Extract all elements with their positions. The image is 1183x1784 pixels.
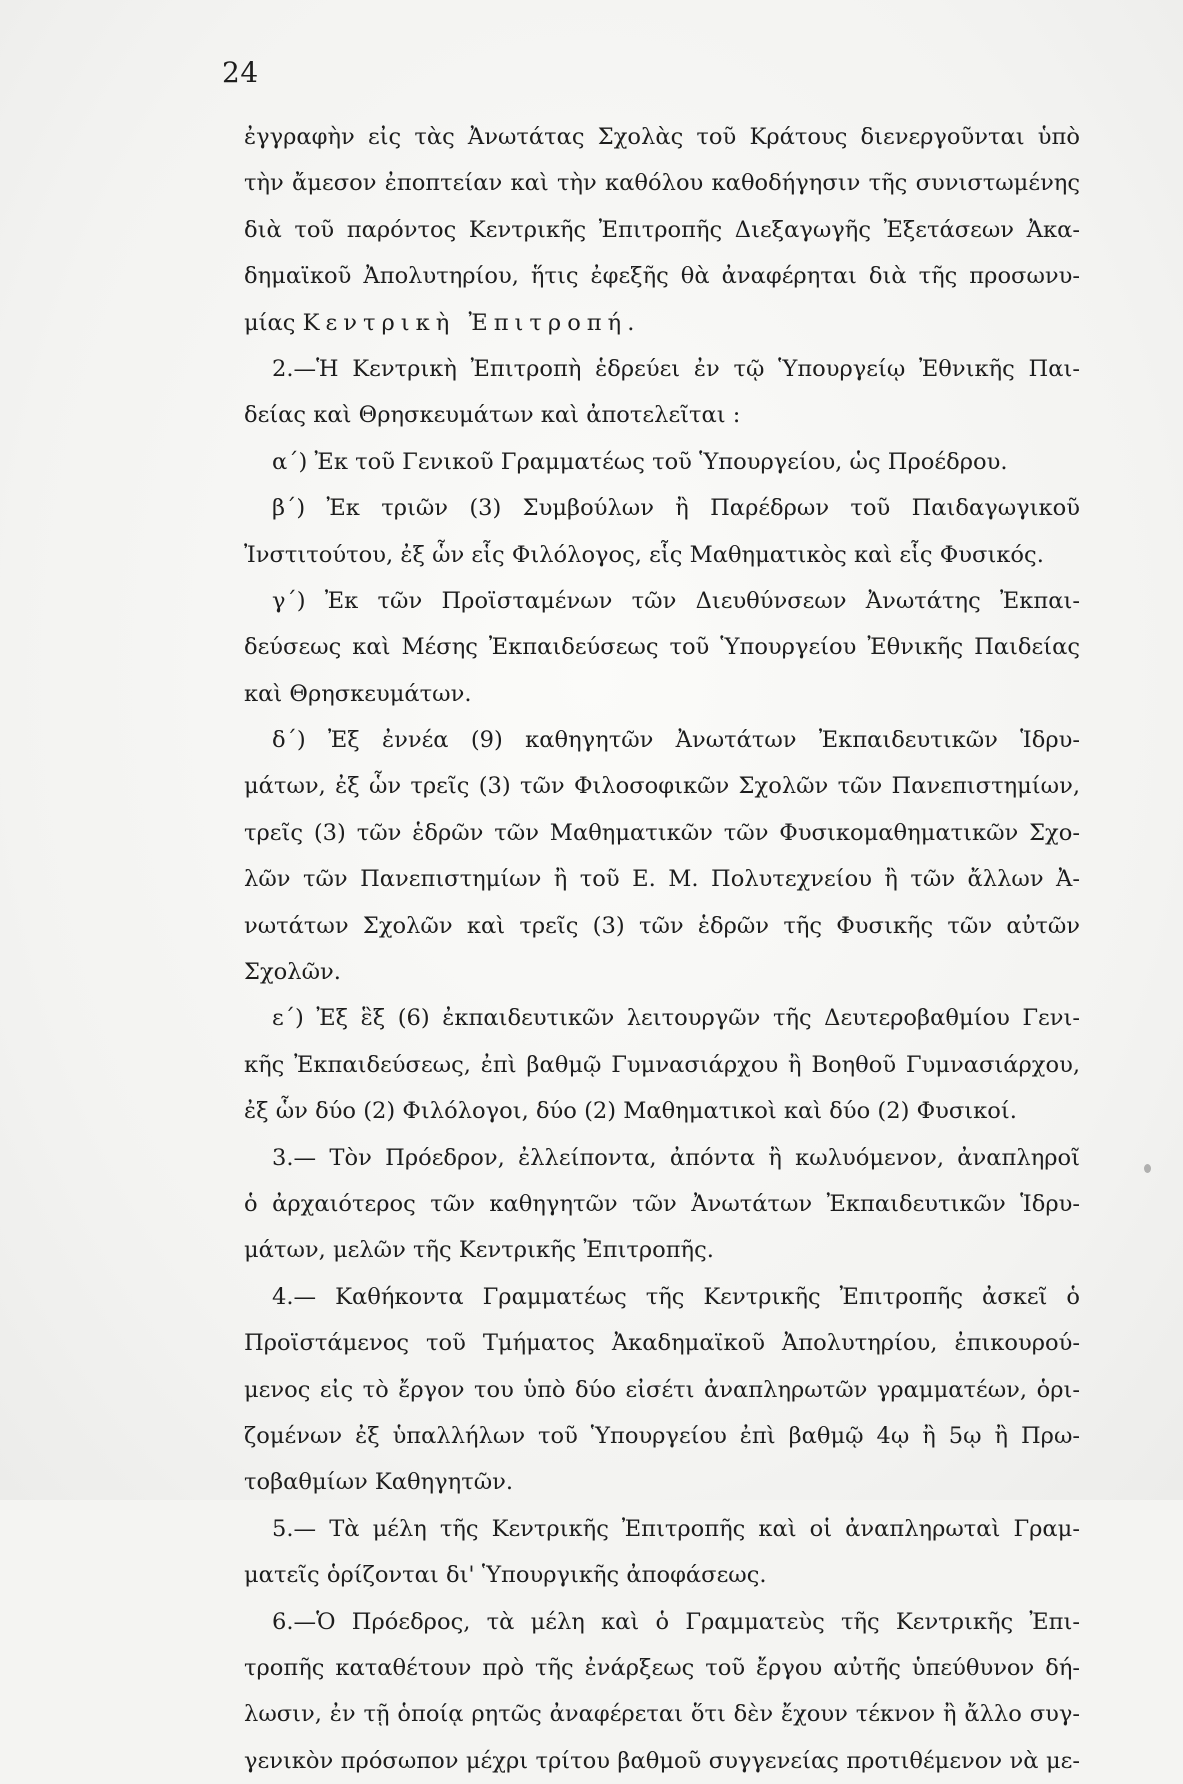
page-number: 24 (222, 56, 259, 89)
text-line: τὴν ἄμεσον ἐποπτείαν καὶ τὴν καθόλου καθοδήγησιν τῆς συνιστωμένης (244, 170, 1080, 197)
text-line: μάτων, ἐξ ὧν τρεῖς (3) τῶν Φιλοσοφικῶν Σχολῶν τῶν Πανεπιστημίων, (244, 773, 1080, 800)
text-line: δ΄) Ἐξ ἐννέα (9) καθηγητῶν Ἀνωτάτων Ἐκπαιδευτικῶν Ἱδρυ- (272, 727, 1080, 754)
text-line: δείας καὶ Θρησκευμάτων καὶ ἀποτελεῖται : (244, 402, 741, 429)
text-line: δημαϊκοῦ Ἀπολυτηρίου, ἥτις ἐφεξῆς θὰ ἀναφέρηται διὰ τῆς προσωνυ- (244, 263, 1080, 290)
text-line: γενικὸν πρόσωπον μέχρι τρίτου βαθμοῦ συγγενείας προτιθέμενον νὰ με- (244, 1747, 1080, 1774)
scan-mark (1144, 1164, 1151, 1173)
text-line: καὶ Θρησκευμάτων. (244, 680, 472, 707)
text-line: ἐξ ὧν δύο (2) Φιλόλογοι, δύο (2) Μαθηματικοὶ καὶ δύο (2) Φυσικοί. (244, 1098, 1017, 1125)
text-line: ματεῖς ὁρίζονται δι' Ὑπουργικῆς ἀποφάσεως. (244, 1562, 767, 1589)
text-line: 2.—Ἡ Κεντρικὴ Ἐπιτροπὴ ἑδρεύει ἐν τῷ Ὑπουργείῳ Ἐθνικῆς Παι- (272, 355, 1080, 382)
text-line: ε΄) Ἐξ ἓξ (6) ἐκπαιδευτικῶν λειτουργῶν τῆς Δευτεροβαθμίου Γενι- (272, 1005, 1080, 1032)
text-line: λῶν τῶν Πανεπιστημίων ἢ τοῦ Ε. Μ. Πολυτεχνείου ἢ τῶν ἄλλων Ἀ- (244, 866, 1080, 893)
text-line: δεύσεως καὶ Μέσης Ἐκπαιδεύσεως τοῦ Ὑπουργείου Ἐθνικῆς Παιδείας (244, 634, 1080, 661)
spaced-heading-text: Κεντρικὴ Ἐπιτροπή. (302, 309, 641, 336)
text-line: ζομένων ἐξ ὑπαλλήλων τοῦ Ὑπουργείου ἐπὶ βαθμῷ 4ῳ ἢ 5ῳ ἢ Πρω- (244, 1422, 1080, 1449)
text-line: μάτων, μελῶν τῆς Κεντρικῆς Ἐπιτροπῆς. (244, 1237, 714, 1264)
text-line: 5.— Τὰ μέλη τῆς Κεντρικῆς Ἐπιτροπῆς καὶ οἱ ἀναπληρωταὶ Γραμ- (272, 1515, 1080, 1542)
text-line: ὁ ἀρχαιότερος τῶν καθηγητῶν τῶν Ἀνωτάτων Ἐκπαιδευτικῶν Ἱδρυ- (244, 1190, 1080, 1217)
text-line: τοβαθμίων Καθηγητῶν. (244, 1469, 514, 1496)
text-line: α΄) Ἐκ τοῦ Γενικοῦ Γραμματέως τοῦ Ὑπουργείου, ὡς Προέδρου. (272, 448, 1008, 475)
text-line: Προϊστάμενος τοῦ Τμήματος Ἀκαδημαϊκοῦ Ἀπολυτηρίου, ἐπικουρού- (244, 1330, 1080, 1357)
text-line: γ΄) Ἐκ τῶν Προϊσταμένων τῶν Διευθύνσεων Ἀνωτάτης Ἐκπαι- (272, 587, 1080, 614)
text-line: κῆς Ἐκπαιδεύσεως, ἐπὶ βαθμῷ Γυμνασιάρχου ἢ Βοηθοῦ Γυμνασιάρχου, (244, 1051, 1080, 1078)
text-line: Ἰνστιτούτου, ἐξ ὧν εἷς Φιλόλογος, εἷς Μαθηματικὸς καὶ εἷς Φυσικός. (244, 541, 1044, 568)
text-line: νωτάτων Σχολῶν καὶ τρεῖς (3) τῶν ἑδρῶν τῆς Φυσικῆς τῶν αὐτῶν (244, 912, 1080, 939)
text-line: 3.— Τὸν Πρόεδρον, ἐλλείποντα, ἀπόντα ἢ κωλυόμενον, ἀναπληροῖ (272, 1144, 1080, 1171)
text-line: 6.—Ὁ Πρόεδρος, τὰ μέλη καὶ ὁ Γραμματεὺς τῆς Κεντρικῆς Ἐπι- (272, 1608, 1080, 1635)
text-line: λωσιν, ἐν τῇ ὁποίᾳ ρητῶς ἀναφέρεται ὅτι δὲν ἔχουν τέκνον ἢ ἄλλο συγ- (244, 1701, 1080, 1728)
body-text (244, 114, 1080, 1784)
text-line (244, 300, 1080, 346)
text-line: διὰ τοῦ παρόντος Κεντρικῆς Ἐπιτροπῆς Διεξαγωγῆς Ἐξετάσεων Ἀκα- (244, 216, 1080, 243)
text-line: τροπῆς καταθέτουν πρὸ τῆς ἐνάρξεως τοῦ ἔργου αὐτῆς ὑπεύθυνον δή- (244, 1654, 1080, 1681)
text-fragment: μίας (244, 309, 303, 336)
text-line: β΄) Ἐκ τριῶν (3) Συμβούλων ἢ Παρέδρων τοῦ Παιδαγωγικοῦ (272, 495, 1080, 522)
text-line: τρεῖς (3) τῶν ἑδρῶν τῶν Μαθηματικῶν τῶν Φυσικομαθηματικῶν Σχο- (244, 819, 1080, 846)
text-line: ἐγγραφὴν εἰς τὰς Ἀνωτάτας Σχολὰς τοῦ Κράτους διενεργοῦνται ὑπὸ (244, 124, 1080, 150)
text-line: Σχολῶν. (244, 959, 341, 986)
text-line: 4.— Καθήκοντα Γραμματέως τῆς Κεντρικῆς Ἐπιτροπῆς ἀσκεῖ ὁ (272, 1283, 1080, 1310)
text-line: μενος εἰς τὸ ἔργον του ὑπὸ δύο εἰσέτι ἀναπληρωτῶν γραμματέων, ὁρι- (244, 1376, 1080, 1403)
